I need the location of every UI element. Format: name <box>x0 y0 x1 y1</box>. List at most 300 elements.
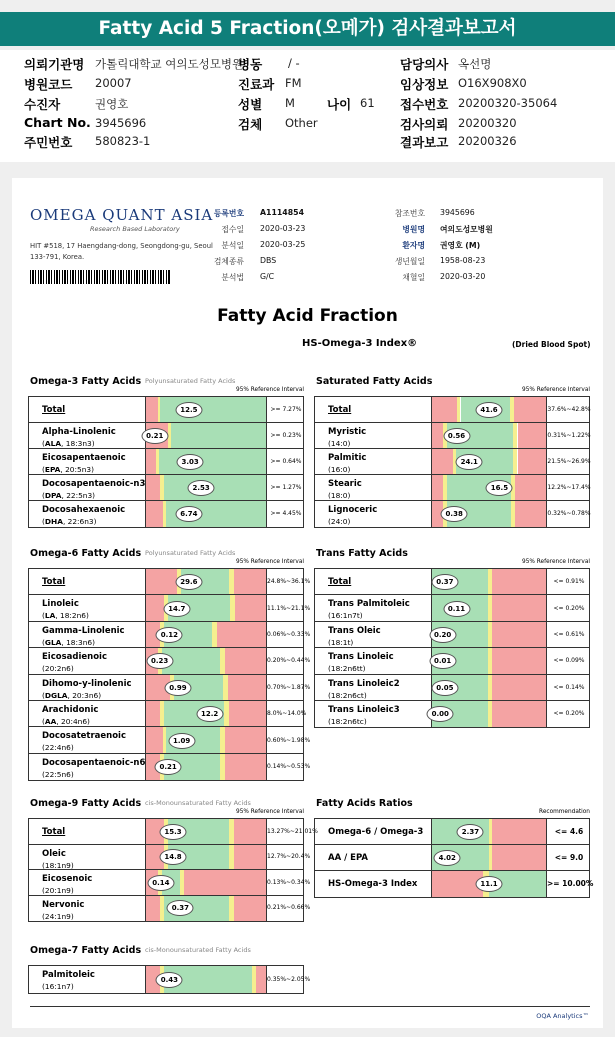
analyte-name <box>328 404 351 416</box>
analyte-formula: 18:3n6 <box>66 637 93 647</box>
result-row <box>315 449 589 475</box>
analyte-name <box>42 873 92 897</box>
analyte-code: (GLA, 18:3n6) <box>42 637 95 647</box>
analyte-label: Trans Oleic <box>328 625 381 636</box>
reference-bar <box>145 569 267 594</box>
zone-out-of-range <box>515 475 546 500</box>
analyte-label: Docosahexaenoic <box>42 505 126 515</box>
reference-range: <= 0.14% <box>553 683 585 691</box>
analyte-code: (20:2n6) <box>42 664 74 674</box>
analyte-code: (16:1n7t) <box>328 611 363 621</box>
meta-label: 생년월일 <box>394 257 425 266</box>
analyte-code: (24:1n9) <box>42 911 74 921</box>
reference-bar <box>431 449 547 474</box>
result-value-marker: 41.6 <box>476 402 503 418</box>
result-value-marker: 16.5 <box>486 480 513 496</box>
zone-out-of-range <box>217 622 266 647</box>
section-title: Omega-7 Fatty Acids <box>30 945 142 956</box>
section-title: Omega-9 Fatty Acids <box>30 798 142 809</box>
analyte-abbr: DGLA <box>44 690 68 700</box>
meta-value: G/C <box>260 272 275 281</box>
result-row <box>315 569 589 595</box>
analyte-formula: 24:1n9 <box>44 911 71 921</box>
result-row <box>315 397 589 423</box>
analyte-name <box>328 426 366 450</box>
reference-range: >= 10.00% <box>547 879 594 888</box>
result-value-marker: 0.21 <box>141 428 168 444</box>
analyte-label: Oleic <box>42 848 66 859</box>
analyte-label: Eicosadienoic <box>42 652 107 663</box>
result-row <box>315 475 589 501</box>
analyte-name <box>328 478 362 502</box>
age-value: 61 <box>360 96 375 110</box>
reference-range: >= 1.27% <box>270 484 302 491</box>
analyte-label: Palmitoleic <box>42 970 95 980</box>
result-value-marker: 0.37 <box>431 574 458 590</box>
result-row <box>29 675 311 701</box>
analyte-formula: 20:5n3 <box>65 465 92 474</box>
analyte-label: Total <box>42 577 66 587</box>
analyte-code: (16:0) <box>328 465 351 474</box>
header-value: M <box>285 96 295 110</box>
result-value-marker: 0.37 <box>167 900 194 916</box>
zone-out-of-range <box>492 845 546 870</box>
footer-divider <box>30 1006 590 1007</box>
analyte-name <box>42 757 145 781</box>
analyte-label: Total <box>328 577 352 587</box>
result-row <box>29 622 311 648</box>
header-label: 병동 <box>238 57 263 72</box>
result-table <box>314 396 590 528</box>
analyte-label: HS-Omega-3 Index <box>328 879 418 889</box>
analyte-formula: 22:4n6 <box>44 743 71 753</box>
analyte-name <box>42 478 145 502</box>
analyte-code: (18:0) <box>328 491 351 500</box>
result-value-marker: 1.09 <box>168 733 195 749</box>
reference-range: 13.27%~21.01% <box>267 827 318 835</box>
reference-range: 0.20%~0.44% <box>267 657 311 665</box>
zone-out-of-range <box>432 423 443 448</box>
zone-out-of-range <box>228 675 266 700</box>
zone-out-of-range <box>225 648 266 673</box>
analyte-label: Trans Linoleic2 <box>328 678 400 689</box>
analyte-label: Palmitic <box>328 453 367 463</box>
zone-out-of-range <box>432 449 453 474</box>
result-row <box>315 501 589 527</box>
analyte-label: Trans Linoleic3 <box>328 705 400 715</box>
reference-range: 0.21%~0.66% <box>267 904 311 912</box>
result-value-marker: 0.20 <box>429 627 456 643</box>
reference-range: 0.14%~0.53% <box>267 762 311 770</box>
meta-value: 2020-03-20 <box>440 272 486 281</box>
result-value-marker: 11.1 <box>476 876 503 892</box>
analyte-abbr: ALA <box>44 439 62 448</box>
meta-label: 분석일 <box>221 241 244 250</box>
result-value-marker: 2.37 <box>457 824 484 840</box>
analyte-name <box>42 504 125 528</box>
zone-out-of-range <box>515 501 546 527</box>
zone-out-of-range <box>146 449 156 474</box>
report-subtitle: HS-Omega-3 Index® <box>302 338 418 349</box>
zone-out-of-range <box>432 475 443 500</box>
analyte-label: Dihomo-y-linolenic <box>42 678 132 689</box>
analyte-code: (DHA, 22:6n3) <box>42 517 97 526</box>
header-value: 권영호 <box>95 97 129 111</box>
header-label: 접수번호 <box>400 97 449 112</box>
analyte-code: (AA, 20:4n6) <box>42 717 90 726</box>
meta-label: 참조번호 <box>394 209 425 218</box>
meta-value: DBS <box>260 256 277 265</box>
lab-address: HIT #518, 17 Haengdang-dong, Seongdong-gu, Seoul 133-791, Korea. <box>30 242 213 261</box>
header-value: 3945696 <box>95 116 147 130</box>
analyte-code: (22:4n6) <box>42 743 74 753</box>
reference-range: 0.13%~0.34% <box>267 878 311 886</box>
result-row <box>29 449 303 475</box>
result-value-marker: 2.53 <box>188 480 215 496</box>
reference-range: 37.6%~42.8% <box>547 406 591 413</box>
analyte-abbr: DHA <box>44 517 63 526</box>
reference-heading: Recommendation <box>539 809 590 815</box>
analyte-formula: 18:3n3 <box>65 439 92 448</box>
result-value-marker: 0.01 <box>429 653 456 669</box>
zone-out-of-range <box>492 701 546 727</box>
zone-out-of-range <box>225 727 266 752</box>
analyte-label: Linoleic <box>42 599 79 610</box>
result-row <box>29 595 311 621</box>
meta-label: 환자명 <box>402 241 425 250</box>
analyte-formula: 22:5n3 <box>66 491 93 500</box>
result-table <box>28 396 304 528</box>
result-value-marker: 0.00 <box>427 706 454 722</box>
meta-value: 권영호 (M) <box>440 241 481 250</box>
reference-range: >= 0.23% <box>270 432 302 439</box>
result-row <box>29 423 303 449</box>
result-row <box>315 871 594 897</box>
reference-bar <box>431 819 547 844</box>
section-subtitle: Polyunsaturated Fatty Acids <box>145 549 236 557</box>
result-row <box>315 423 589 449</box>
reference-bar <box>145 896 267 922</box>
analyte-formula: 22:6n3 <box>67 517 94 526</box>
analyte-name <box>42 576 65 588</box>
header-label: 결과보고 <box>400 135 449 150</box>
reference-range: 0.70%~1.87% <box>267 683 311 691</box>
result-row <box>315 845 589 871</box>
analyte-abbr: AA <box>44 717 57 726</box>
analyte-formula: 20:4n6 <box>61 717 88 726</box>
reference-range: 0.32%~0.78% <box>547 510 591 517</box>
lab-tagline: Research Based Laboratory <box>90 225 180 233</box>
zone-out-of-range <box>146 595 164 620</box>
analyte-label: Myristic <box>328 427 367 437</box>
result-row <box>315 648 589 674</box>
reference-range: 12.7%~20.4% <box>267 853 311 861</box>
reference-range: 0.06%~0.33% <box>267 630 311 638</box>
analyte-formula: 22:5n6 <box>44 769 71 779</box>
zone-out-of-range <box>234 569 266 594</box>
header-value: Other <box>285 116 318 130</box>
patient-header <box>0 50 615 162</box>
result-value-marker: 15.3 <box>160 824 187 840</box>
analyte-name <box>42 848 74 872</box>
analyte-label: Total <box>42 827 66 837</box>
reference-range: 12.2%~17.4% <box>547 484 591 491</box>
header-value: 가톨릭대학교 여의도성모병원 <box>95 57 244 71</box>
result-value-marker: 14.8 <box>160 849 187 865</box>
analyte-label: Lignoceric <box>328 505 378 515</box>
result-value-marker: 0.14 <box>147 875 174 891</box>
analyte-label: Alpha-Linolenic <box>42 427 116 437</box>
analyte-name <box>42 598 89 622</box>
analyte-formula: 18:2n6ct <box>330 690 364 700</box>
meta-label: 접수일 <box>221 225 244 234</box>
analyte-name <box>328 651 394 675</box>
meta-label: 병원명 <box>402 225 425 234</box>
zone-out-of-range <box>432 397 457 422</box>
analyte-name <box>328 452 366 476</box>
zone-in-range <box>171 423 266 448</box>
reference-range: <= 0.20% <box>553 604 585 612</box>
header-label: Chart No. <box>24 115 91 130</box>
result-row <box>29 870 311 896</box>
analyte-name <box>42 625 125 649</box>
analyte-label: Omega-6 / Omega-3 <box>328 827 424 837</box>
zone-out-of-range <box>492 675 546 700</box>
result-row <box>29 569 311 595</box>
report-title: Fatty Acid 5 Fraction(오메가) 검사결과보고서 <box>98 18 517 39</box>
zone-out-of-range <box>234 896 266 922</box>
header-label: 수진자 <box>24 97 61 112</box>
analyte-name <box>328 878 417 890</box>
result-value-marker: 0.56 <box>443 428 470 444</box>
analyte-label: Nervonic <box>42 899 85 910</box>
analyte-code: (22:5n6) <box>42 769 74 779</box>
analyte-name <box>42 704 98 728</box>
section-title: Omega-3 Fatty Acids <box>30 376 142 387</box>
meta-value: 여의도성모병원 <box>440 225 493 234</box>
result-table <box>28 965 311 994</box>
result-table <box>28 568 311 781</box>
header-label: 진료과 <box>238 77 275 92</box>
analyte-name <box>328 576 351 588</box>
header-label: 임상정보 <box>400 77 449 92</box>
zone-out-of-range <box>492 595 546 620</box>
lab-logo: OMEGA QUANT ASIA <box>30 206 214 224</box>
reference-heading: 95% Reference Interval <box>236 559 304 565</box>
result-row <box>315 595 589 621</box>
analyte-formula: 18:0 <box>330 491 348 500</box>
analyte-name <box>328 504 377 528</box>
result-value-marker: 0.23 <box>146 653 173 669</box>
analyte-code: (18:2n6tt) <box>328 664 366 674</box>
lab-report-page <box>12 178 603 1028</box>
reference-range: <= 0.91% <box>553 578 585 586</box>
analyte-label: Docosapentaenoic-n6 <box>42 757 146 768</box>
reference-range: <= 0.61% <box>553 630 585 638</box>
analyte-code: (18:2n6tc) <box>328 717 367 726</box>
reference-range: >= 7.27% <box>270 406 302 413</box>
header-value: 20200326 <box>458 134 517 148</box>
analyte-name <box>42 730 126 754</box>
zone-out-of-range <box>146 896 160 922</box>
zone-out-of-range <box>146 397 158 422</box>
zone-out-of-range <box>492 622 546 647</box>
meta-value: 2020-03-23 <box>260 224 306 233</box>
reference-range: <= 0.20% <box>553 710 585 718</box>
reference-bar <box>145 727 267 752</box>
reference-heading: 95% Reference Interval <box>522 559 590 565</box>
zone-out-of-range <box>146 727 163 752</box>
reference-bar <box>145 501 267 527</box>
report-title-bar <box>0 12 615 46</box>
analyte-name <box>328 826 423 838</box>
section-title: Saturated Fatty Acids <box>316 376 433 387</box>
analyte-label: Docosapentaenoic-n3 <box>42 479 146 489</box>
header-label: 의뢰기관명 <box>24 57 85 72</box>
analyte-code: (16:1n7) <box>42 982 74 991</box>
result-value-marker: 6.74 <box>175 506 202 522</box>
zone-out-of-range <box>146 501 163 527</box>
result-value-marker: 29.6 <box>175 574 202 590</box>
section-subtitle: cis-Monounsaturated Fatty Acids <box>145 946 251 954</box>
analyte-code: (DPA, 22:5n3) <box>42 491 96 500</box>
header-label: 검체 <box>238 117 263 132</box>
zone-out-of-range <box>514 397 546 422</box>
analyte-code: (LA, 18:2n6) <box>42 611 89 621</box>
analyte-name <box>42 678 132 702</box>
analyte-code: (18:1n9) <box>42 860 74 870</box>
analyte-formula: 16:1n7t <box>330 611 360 621</box>
meta-label: 채혈일 <box>402 273 425 282</box>
zone-out-of-range <box>256 966 266 993</box>
result-row <box>29 727 311 753</box>
reference-heading: 95% Reference Interval <box>236 387 304 393</box>
analyte-formula: 18:2n6tc <box>330 717 364 726</box>
reference-range: <= 0.09% <box>553 657 585 665</box>
analyte-code: (18:1t) <box>328 637 354 647</box>
result-value-marker: 0.99 <box>164 680 191 696</box>
result-table <box>314 818 594 898</box>
header-label: 담당의사 <box>400 57 449 72</box>
reference-range: 11.1%~21.1% <box>267 604 311 612</box>
analyte-name <box>42 426 116 450</box>
analyte-code: (24:0) <box>328 517 351 526</box>
reference-range: <= 4.6 <box>554 827 584 836</box>
analyte-label: AA / EPA <box>328 853 369 863</box>
analyte-formula: 14:0 <box>330 439 348 448</box>
analyte-name <box>328 678 400 702</box>
reference-heading: 95% Reference Interval <box>236 809 304 815</box>
reference-range: 24.8%~36.1% <box>267 578 311 586</box>
analyte-label: Docosatetraenoic <box>42 731 126 742</box>
zone-out-of-range <box>146 701 160 726</box>
analyte-formula: 18:2n6 <box>60 611 87 621</box>
zone-out-of-range <box>518 423 547 448</box>
meta-value: 2020-03-25 <box>260 240 306 249</box>
zone-out-of-range <box>225 754 266 780</box>
analyte-name <box>42 404 65 416</box>
analyte-abbr: LA <box>44 611 56 621</box>
result-row <box>29 845 311 871</box>
analyte-name <box>42 899 84 923</box>
zone-out-of-range <box>229 701 266 726</box>
reference-range: 0.31%~1.22% <box>547 432 591 439</box>
analyte-label: Eicosapentaenoic <box>42 453 126 463</box>
analyte-formula: 18:1t <box>330 637 351 647</box>
zone-out-of-range <box>146 475 160 500</box>
result-value-marker: 24.1 <box>456 454 483 470</box>
analyte-name <box>328 704 400 728</box>
zone-out-of-range <box>146 569 177 594</box>
result-value-marker: 12.2 <box>196 706 223 722</box>
analyte-label: Trans Palmitoleic <box>328 599 410 610</box>
reference-heading: 95% Reference Interval <box>522 387 590 393</box>
meta-label: 검체종류 <box>213 257 244 266</box>
footer-brand: OQA Analytics™ <box>536 1012 589 1020</box>
result-table <box>314 568 590 728</box>
zone-out-of-range <box>492 648 546 673</box>
result-row <box>29 966 311 993</box>
analyte-formula: 20:1n9 <box>44 886 71 895</box>
analyte-label: Trans Linoleic <box>328 652 394 663</box>
analyte-code: (ALA, 18:3n3) <box>42 439 95 448</box>
section-subtitle: Polyunsaturated Fatty Acids <box>145 377 236 385</box>
analyte-name <box>328 625 381 649</box>
header-value: O16X908X0 <box>458 76 527 90</box>
analyte-label: Total <box>328 405 352 415</box>
reference-range: 0.35%~2.05% <box>267 975 311 983</box>
header-value: 20200320 <box>458 116 517 130</box>
result-row <box>29 475 303 501</box>
zone-out-of-range <box>234 819 266 844</box>
zone-out-of-range <box>492 819 546 844</box>
result-row <box>29 896 311 922</box>
result-value-marker: 0.38 <box>441 506 468 522</box>
analyte-code: (18:2n6ct) <box>328 690 367 700</box>
result-row <box>315 622 589 648</box>
result-row <box>29 397 303 423</box>
reference-range: >= 4.45% <box>270 510 302 517</box>
header-label: 병원코드 <box>24 77 73 92</box>
result-table <box>28 818 318 922</box>
barcode <box>30 270 170 284</box>
analyte-formula: 24:0 <box>330 517 348 526</box>
analyte-formula: 18:1n9 <box>44 860 71 870</box>
reference-range: 8.0%~14.0% <box>267 710 307 718</box>
specimen-note: (Dried Blood Spot) <box>512 340 591 349</box>
zone-out-of-range <box>234 845 266 870</box>
section-subtitle: cis-Monounsaturated Fatty Acids <box>145 799 251 807</box>
result-value-marker: 0.05 <box>431 680 458 696</box>
age-label: 나이 <box>327 97 352 112</box>
result-row <box>315 701 589 727</box>
analyte-label: Stearic <box>328 479 362 489</box>
analyte-name <box>42 651 107 675</box>
meta-label: 분석법 <box>221 273 244 282</box>
result-value-marker: 0.12 <box>156 627 183 643</box>
reference-bar <box>145 397 267 422</box>
analyte-label: Total <box>42 405 66 415</box>
analyte-code: (14:0) <box>328 439 351 448</box>
zone-out-of-range <box>492 569 546 594</box>
reference-range: >= 0.64% <box>270 458 302 465</box>
header-value: 옥선명 <box>458 57 492 71</box>
zone-out-of-range <box>518 449 547 474</box>
analyte-name <box>42 826 65 838</box>
result-value-marker: 12.5 <box>175 402 202 418</box>
result-row <box>315 675 589 701</box>
analyte-formula: 16:0 <box>330 465 348 474</box>
